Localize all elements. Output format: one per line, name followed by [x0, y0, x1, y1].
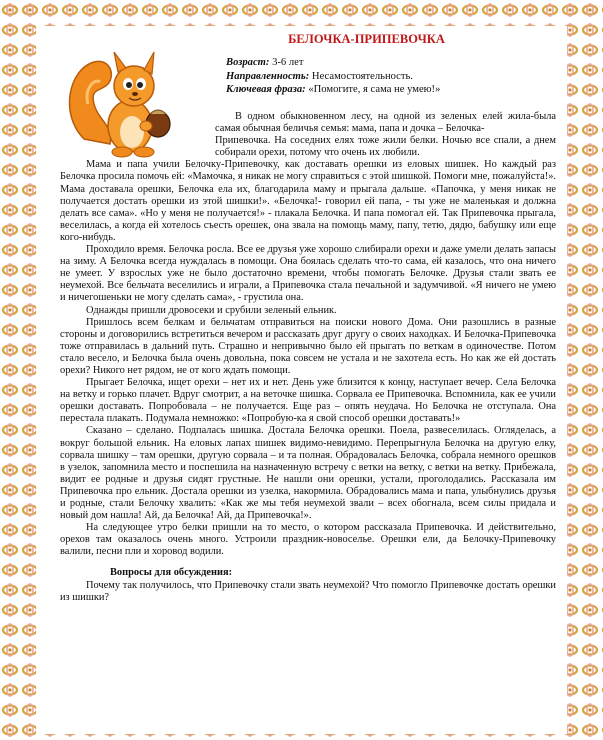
- paragraph-4: Однажды пришли дровосеки и срубили зеленый ельник.: [86, 304, 337, 316]
- story-text: [60, 111, 556, 604]
- questions-heading: Вопросы для обсуждения:: [110, 567, 233, 579]
- paragraph-1b: Припевочка. На соседних елях тоже жили белки. Ночью все спали, а днем собирали орехи, потому что очень их любили.: [215, 135, 556, 159]
- direction-row: [226, 70, 440, 84]
- question-1: Почему так получилось, что Припевочку стали звать неумехой? Что помогло Припевочке достать орешки из шишки?: [60, 579, 556, 603]
- paragraph-7: Сказано – сделано. Подпалась шишка. Достала Белочка орешки. Поела, развеселилась. Огляделась, а вокруг большой ельник. На еловых лапах шишек видимо-невидимо. Перепрыгнула Белочка на другую елку, сорвала шишку – там орешки, другую сорвала – и та полная. Обрадовалась Белочка, собрала немного орешков в узелок, запомнила место и поспешила на назначенную встречу с ветки на ветку, с ветки на ветку. Прибежала, видит ее родные и друзья сидят грустные. Не нашли они орешки, устали, проголодались. Рассказала им Припевочка про ельник. Достала орешки из узелка, накормила. Обрадовались мама и папа, улыбнулись друзья и родные, стали Белочку хвалить: «Как же мы тебя неумехой звали – всех обогнала, всем силы придала и новый дом нашла! Ай, да Белочка! Ай, да Припевочка!».: [60, 425, 556, 522]
- phrase-row: [226, 83, 440, 97]
- story-title: БЕЛОЧКА-ПРИПЕВОЧКА: [288, 32, 445, 46]
- direction-label: Направленность:: [226, 70, 310, 82]
- age-value: 3-6 лет: [269, 57, 304, 68]
- phrase-label: Ключевая фраза:: [226, 84, 306, 95]
- story-meta: [226, 56, 440, 97]
- direction-value: Несамостоятельность.: [309, 70, 413, 82]
- paragraph-8: На следующее утро белки пришли на то место, о котором рассказала Припевочка. И действительно, орехов там оказалось очень много. Устроили праздник-новоселье. Орешки ели, да Белочку-Припевочку валили, песни пли и хоровод водили.: [60, 522, 556, 558]
- paragraph-1a: В одном обыкновенном лесу, на одной из зеленых елей жила-была самая обычная беличья семья: мама, папа и дочка – Белочка-: [215, 111, 556, 135]
- paragraph-6: Прыгает Белочка, ищет орехи – нет их и нет. День уже близится к концу, наступает вечер. Села Белочка на ветку и горько плачет. Вдруг смотрит, а на веточке шишка. Сорвала ее Припевочка. Вспомнила, как ее учили орешки доставать. Попробовала – не получается. Еще раз – опять неудача. Но Белочка не отступала. Она перестала плакать. Подумала немножко: «Попробую-ка я свой способ орешки доставать!»: [60, 377, 556, 425]
- paragraph-2: Мама и папа учили Белочку-Припевочку, как доставать орешки из еловых шишек. Но каждый раз Белочка просила помочь ей: «Мамочка, я никак не могу справиться с этой шишкой. Помоги мне, пожалуйста!». Мама доставала орешки, Белочка ела их, благодарила маму и прыгала дальше. «Папочка, у меня никак не получается достать орешки из этой шишки!». «Белочка!- говорил ей папа, - ты уже не маленькая и должна делать все сама». «Но у меня не получается!» - плакала Белочка. И папа помогал ей. Так Припевочка прыгала, веселилась, а когда ей хотелось съесть орешек, она звала на помощь маму, папу, тетю, дядю, бабушку или еще кого-нибудь.: [60, 159, 556, 243]
- story-page: [40, 28, 563, 740]
- paragraph-3: Проходило время. Белочка росла. Все ее друзья уже хорошо слибирали орехи и даже умели делать запасы на зиму. А Белочка всегда нуждалась в помощи. Она боялась сделать что-то сама, ей казалось, что она ничего не умеет. У взрослых уже не было достаточно времени, чтобы помогать Белочке. Друзья стали звать ее неумехой. Все бельчата веселились и играли, а Припевочка стала печальной и задумчивой. «Я ничего не умею и ничегошеньки не могу сделать сама», - грустила она.: [60, 244, 556, 304]
- paragraph-5: Пришлось всем белкам и бельчатам отправиться на поиски нового Дома. Они разошлись в разные стороны и договорились встретиться вечером и рассказать друг другу о своих находках. И Белочка-Припевочка тоже отправилась в дальний путь. Страшно и непривычно было ей прыгать по веткам в одиночестве. Потом стало весело, и Белочка была очень довольна, пока совсем не устала и не захотела есть. Но как же ей достать орехи? Никого нет рядом, не от кого ждать помощи.: [60, 316, 556, 376]
- phrase-value: «Помогите, я сама не умею!»: [305, 84, 441, 95]
- age-label: Возраст:: [226, 57, 270, 68]
- age-row: [226, 56, 440, 70]
